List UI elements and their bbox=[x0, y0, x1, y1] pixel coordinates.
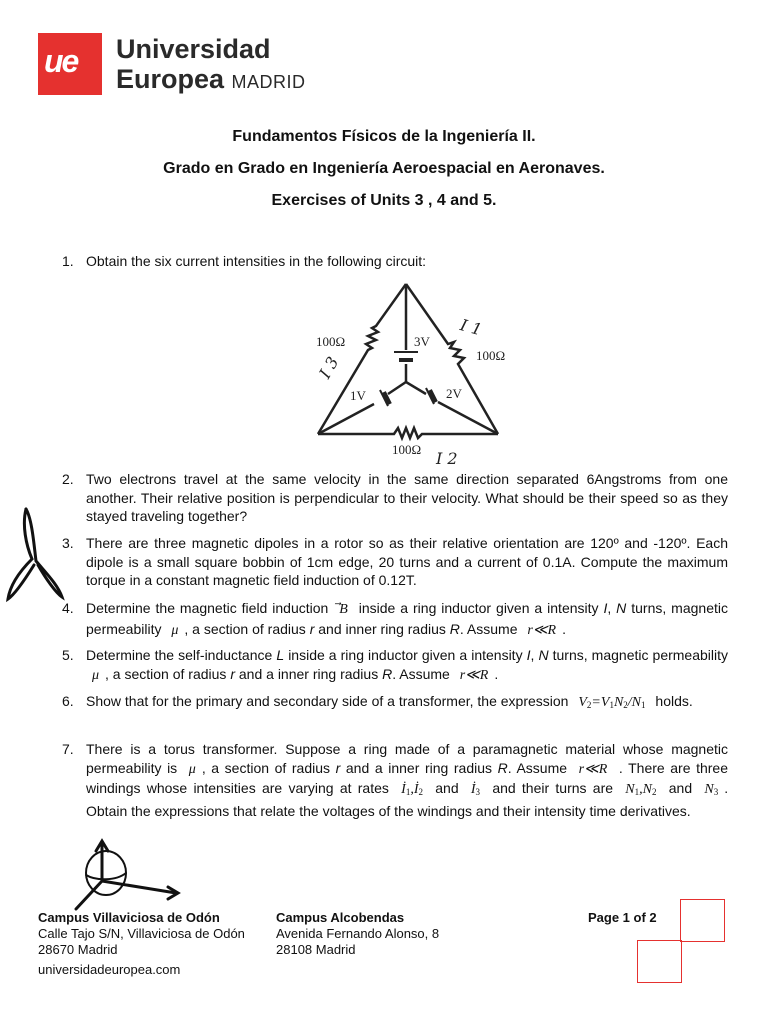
exercise-4: 4. Determine the magnetic field induction B inside a ring inductor given a intensity I, N turns, magnetic permeability μ , a section of radius r and inner ring radius R. Assume r≪R . bbox=[62, 600, 728, 638]
decor-square-bottom bbox=[637, 940, 682, 983]
label-r-right: 100Ω bbox=[476, 348, 506, 363]
label-i2: I 2 bbox=[436, 449, 458, 468]
label-r-bottom: 100Ω bbox=[392, 442, 422, 457]
footer-website-link[interactable]: universidadeuropea.com bbox=[38, 962, 181, 977]
label-r-left: 100Ω bbox=[316, 334, 346, 349]
course-title: Fundamentos Físicos de la Ingeniería II. bbox=[232, 128, 536, 145]
exercise-2: 2. Two electrons travel at the same velocity in the same direction separated 6Angstroms from one another. Their relative position is perpendicular to their velocity. What should be their speed so as they stayed traveling together? bbox=[62, 471, 728, 524]
exercise-3: 3. There are three magnetic dipoles in a rotor so as their relative orientation are 120º and -120º. Each dipole is a small square bobbin of 1cm edge, 20 turns and a current of 0.1A. Compute the maximum torque in a constant magnetic field induction of 0.12T. bbox=[62, 535, 728, 588]
exercise-5: 5. Determine the self-inductance L inside a ring inductor given a intensity I, N turns, magnetic permeability μ , a section of radius r and a inner ring radius R. Assume r≪R . bbox=[62, 647, 729, 683]
battery-right-short bbox=[430, 390, 436, 402]
university-logo-mark: ue bbox=[38, 33, 102, 95]
symbol-b-vector: B bbox=[339, 602, 348, 617]
label-v-left: 1V bbox=[350, 388, 366, 403]
handwritten-dipole-sketch bbox=[0, 505, 72, 605]
label-i1: I 1 bbox=[458, 315, 484, 340]
turns-n3: $N_3$ bbox=[704, 782, 719, 797]
transformer-equation: $V_2=V_1N_2/N_1$ bbox=[578, 695, 646, 710]
page-number: Page 1 of 2 bbox=[588, 910, 657, 925]
logo-line-1: Universidad bbox=[116, 34, 271, 64]
label-v-top: 3V bbox=[414, 334, 430, 349]
rate-i3: $İ_3$ bbox=[470, 782, 481, 797]
handwritten-axes-sketch bbox=[60, 835, 190, 915]
wire-bottom-edge bbox=[318, 428, 498, 438]
footer-campus-villaviciosa: Campus Villaviciosa de Odón Calle Tajo S/N, Villaviciosa de Odón 28670 Madrid bbox=[38, 910, 245, 957]
rates-i1-i2: $İ_1,İ_2$ bbox=[401, 782, 423, 797]
label-v-right: 2V bbox=[446, 386, 462, 401]
circuit-diagram bbox=[298, 278, 520, 468]
exercise-1: 1. Obtain the six current intensities in the following circuit: bbox=[62, 253, 427, 269]
footer-campus-alcobendas: Campus Alcobendas Avenida Fernando Alonso, 8 28108 Madrid bbox=[276, 910, 440, 957]
exercise-7: 7. There is a torus transformer. Suppose a ring made of a paramagnetic material whose magnetic permeability is μ , a section of radius r and a inner ring radius R. Assume r≪R . There are three windings whose intensities are varying at rates $İ_1,İ_2$ and $İ_3$ and their turns are $N_1,N_2$ and $N_3$ . Obtain the expressions that relate the voltages of the windings and their intensity time derivatives. bbox=[62, 741, 729, 819]
exercise-6: 6. Show that for the primary and secondary side of a transformer, the expression $V_2=V_1N_2/N_1$ holds. bbox=[62, 693, 693, 710]
decor-square-top bbox=[680, 899, 725, 942]
logo-line-2: Europea MADRID bbox=[116, 64, 306, 94]
degree-title: Grado en Grado en Ingeniería Aeroespacial en Aeronaves. bbox=[163, 160, 605, 177]
turns-n1-n2: $N_1,N_2$ bbox=[625, 782, 657, 797]
exercises-title: Exercises of Units 3 , 4 and 5. bbox=[271, 192, 497, 209]
label-i3: I 3 bbox=[315, 353, 343, 382]
